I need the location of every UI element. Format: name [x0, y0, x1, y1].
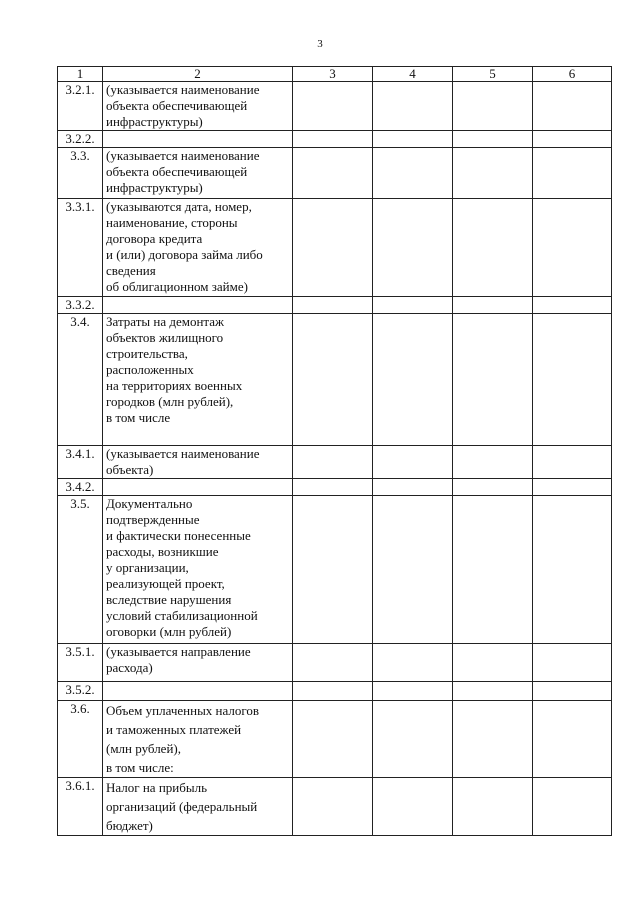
empty-cell	[293, 199, 373, 297]
row-number: 3.5.	[58, 496, 103, 644]
row-description: (указывается наименование объекта обеспечивающей инфраструктуры)	[103, 148, 293, 199]
empty-cell	[453, 778, 533, 836]
header-cell: 2	[103, 67, 293, 82]
empty-cell	[453, 148, 533, 199]
header-cell: 3	[293, 67, 373, 82]
empty-cell	[293, 644, 373, 682]
empty-cell	[373, 496, 453, 644]
row-number: 3.4.2.	[58, 479, 103, 496]
empty-cell	[453, 701, 533, 778]
header-cell: 4	[373, 67, 453, 82]
row-number: 3.5.2.	[58, 682, 103, 701]
empty-cell	[373, 682, 453, 701]
table-row	[58, 314, 612, 446]
empty-cell	[373, 82, 453, 131]
page-number: 3	[317, 38, 323, 50]
empty-cell	[373, 199, 453, 297]
empty-cell	[293, 297, 373, 314]
empty-cell	[533, 446, 612, 479]
table-row	[58, 682, 612, 701]
empty-cell	[373, 446, 453, 479]
row-description	[103, 297, 293, 314]
empty-cell	[533, 479, 612, 496]
row-description: (указываются дата, номер, наименование, стороны договора кредита и (или) договора займа либо сведения об облигационном займе)	[103, 199, 293, 297]
empty-cell	[453, 82, 533, 131]
empty-cell	[373, 644, 453, 682]
table-row	[58, 446, 612, 479]
row-description: Объем уплаченных налогов и таможенных платежей (млн рублей), в том числе:	[103, 701, 293, 778]
empty-cell	[453, 479, 533, 496]
empty-cell	[453, 131, 533, 148]
row-description	[103, 682, 293, 701]
empty-cell	[533, 682, 612, 701]
table-row	[58, 199, 612, 297]
empty-cell	[533, 199, 612, 297]
table-row	[58, 297, 612, 314]
row-number: 3.2.2.	[58, 131, 103, 148]
row-description: Затраты на демонтаж объектов жилищного строительства, расположенных на территориях военных городков (млн рублей), в том числе	[103, 314, 293, 446]
empty-cell	[293, 778, 373, 836]
row-number: 3.5.1.	[58, 644, 103, 682]
empty-cell	[293, 701, 373, 778]
empty-cell	[373, 778, 453, 836]
empty-cell	[533, 297, 612, 314]
empty-cell	[533, 148, 612, 199]
header-cell: 6	[533, 67, 612, 82]
empty-cell	[453, 496, 533, 644]
row-number: 3.3.	[58, 148, 103, 199]
table-row	[58, 82, 612, 131]
empty-cell	[453, 682, 533, 701]
row-description: Налог на прибыль организаций (федеральный бюджет)	[103, 778, 293, 836]
empty-cell	[293, 446, 373, 479]
empty-cell	[293, 82, 373, 131]
row-description: (указывается наименование объекта обеспечивающей инфраструктуры)	[103, 82, 293, 131]
empty-cell	[533, 314, 612, 446]
empty-cell	[533, 778, 612, 836]
empty-cell	[533, 701, 612, 778]
row-number: 3.2.1.	[58, 82, 103, 131]
table-row	[58, 701, 612, 778]
empty-cell	[293, 314, 373, 446]
row-number: 3.6.1.	[58, 778, 103, 836]
header-cell: 5	[453, 67, 533, 82]
row-description	[103, 131, 293, 148]
header-row	[58, 67, 612, 82]
empty-cell	[533, 496, 612, 644]
empty-cell	[453, 314, 533, 446]
table-row	[58, 148, 612, 199]
row-description: (указывается наименование объекта)	[103, 446, 293, 479]
empty-cell	[293, 496, 373, 644]
empty-cell	[373, 131, 453, 148]
table-row	[58, 644, 612, 682]
row-description	[103, 479, 293, 496]
table-row	[58, 479, 612, 496]
table-row	[58, 778, 612, 836]
empty-cell	[293, 682, 373, 701]
row-number: 3.3.1.	[58, 199, 103, 297]
empty-cell	[373, 148, 453, 199]
empty-cell	[533, 644, 612, 682]
empty-cell	[293, 479, 373, 496]
empty-cell	[373, 479, 453, 496]
empty-cell	[453, 297, 533, 314]
row-number: 3.4.1.	[58, 446, 103, 479]
empty-cell	[453, 446, 533, 479]
empty-cell	[533, 82, 612, 131]
row-description: Документально подтвержденные и фактически понесенные расходы, возникшие у организации, реализующей проект, вследствие нарушения условий стабилизационной оговорки (млн рублей)	[103, 496, 293, 644]
row-number: 3.3.2.	[58, 297, 103, 314]
table-row	[58, 496, 612, 644]
row-number: 3.6.	[58, 701, 103, 778]
empty-cell	[533, 131, 612, 148]
row-number: 3.4.	[58, 314, 103, 446]
empty-cell	[373, 297, 453, 314]
empty-cell	[373, 701, 453, 778]
table-row	[58, 131, 612, 148]
empty-cell	[453, 644, 533, 682]
row-description: (указывается направление расхода)	[103, 644, 293, 682]
header-cell: 1	[58, 67, 103, 82]
empty-cell	[293, 148, 373, 199]
data-table	[57, 66, 612, 836]
empty-cell	[293, 131, 373, 148]
empty-cell	[453, 199, 533, 297]
empty-cell	[373, 314, 453, 446]
